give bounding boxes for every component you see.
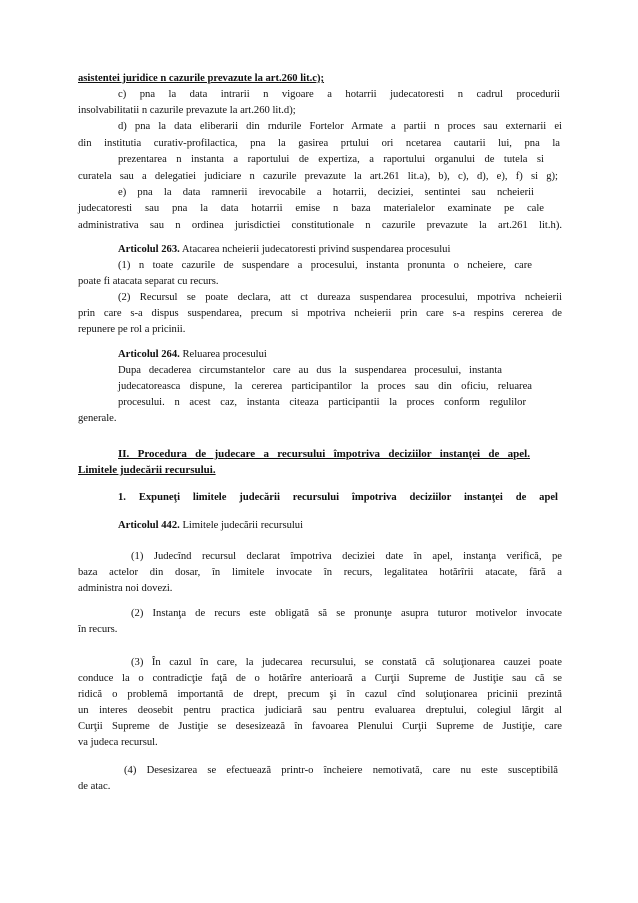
paragraph-line: va judeca recursul. (78, 737, 158, 748)
paragraph-line: (2) Instanţa de recurs este obligată să se pronunţe asupra tuturor motivelor invocate (131, 608, 562, 619)
paragraph-line: prin care s-a dispus suspendarea, precum si mpotriva ncheierii prin care s-a respins cererea de (78, 308, 562, 319)
paragraph-line: administrativa sau n ordinea jurisdictiei constitutionale n cazurile prevazute la art.261 lit.h). (78, 220, 562, 231)
article-263-title: Atacarea ncheierii judecatoresti privind suspendarea procesului (179, 244, 451, 255)
fragment-line: asistentei juridice n cazurile prevazute la art.260 lit.c); (78, 73, 325, 84)
paragraph-line: din institutia curativ-profilactica, pna la gasirea prtului ori ncetarea cautarii lui, pna la (78, 138, 560, 149)
article-264-title: Reluarea procesului (179, 349, 267, 360)
section-2-subheading: 1. Expuneţi limitele judecării recursului împotriva deciziilor instanţei de apel (118, 492, 558, 503)
paragraph-line: în recurs. (78, 624, 118, 635)
article-264-number: Articolul 264. (118, 349, 180, 360)
paragraph-line: ridică o problemă importantă de drept, precum şi în cazul cînd soluţionarea pricinii prezintă (78, 689, 562, 700)
paragraph-line: (4) Desesizarea se efectuează printr-o încheiere nemotivată, care nu este susceptibilă (124, 765, 558, 776)
paragraph-line: procesului. n acest caz, instanta citeaza participantii la proces conform regulilor (118, 397, 526, 408)
paragraph-line: un interes deosebit pentru practica judiciară sau pentru evaluarea dreptului, colegiul lărgit al (78, 705, 562, 716)
paragraph-line: e) pna la data ramnerii irevocabile a hotarrii, deciziei, sentintei sau ncheierii (118, 187, 534, 198)
paragraph-line: generale. (78, 413, 117, 424)
paragraph-line: curatela sau a delegatiei judiciare n cazurile prevazute la art.261 lit.a), b), c), d), e), f) si g); (78, 171, 558, 182)
paragraph-line: (2) Recursul se poate declara, att ct dureaza suspendarea procesului, mpotriva ncheierii (118, 292, 562, 303)
paragraph-line: d) pna la data eliberarii din rndurile Fortelor Armate a partii n proces sau externarii ei (118, 121, 562, 132)
paragraph-line: prezentarea n instanta a raportului de expertiza, a raportului organului de tutela si (118, 154, 544, 165)
article-263-heading (118, 242, 562, 258)
article-442-title: Limitele judecării recursului (179, 520, 304, 531)
paragraph-line: judecatoresti sau pna la data hotarrii emise n baza materialelor examinate pe cale (78, 203, 544, 214)
paragraph-line: (1) Judecînd recursul declarat împotriva deciziei date în apel, instanţa verifică, pe (131, 551, 562, 562)
paragraph-line: judecatoreasca dispune, la cererea participantilor la proces sau din oficiu, reluarea (118, 381, 532, 392)
paragraph-line: insolvabilitatii n cazurile prevazute la art.260 lit.d); (78, 105, 296, 116)
paragraph-line: Curţii Supreme de Justiţie se desesizează în favoarea Plenului Curţii Supreme de Justiţie, care (78, 721, 562, 732)
paragraph-line: administra noi dovezi. (78, 583, 173, 594)
article-263-number: Articolul 263. (118, 244, 180, 255)
paragraph-line: (1) n toate cazurile de suspendare a procesului, instanta pronunta o ncheiere, care (118, 260, 532, 271)
paragraph-line: conduce la o contradicţie faţă de o hotărîre anterioară a Curţii Supreme de Justiţie sau că se (78, 673, 562, 684)
paragraph-line: (3) În cazul în care, la judecarea recursului, se constată că soluţionarea cauzei poate (131, 657, 562, 668)
paragraph-line: de atac. (78, 781, 111, 792)
article-442-number: Articolul 442. (118, 520, 180, 531)
section-2-heading: II. Procedura de judecare a recursului împotriva deciziilor instanţei de apel. (118, 448, 530, 460)
article-442-heading (118, 518, 562, 534)
paragraph-line: Dupa decaderea circumstantelor care au dus la suspendarea procesului, instanta (118, 365, 502, 376)
section-2-heading-cont: Limitele judecării recursului. (78, 464, 216, 476)
paragraph-line: poate fi atacata separat cu recurs. (78, 276, 219, 287)
paragraph-line: c) pna la data intrarii n vigoare a hotarrii judecatoresti n cadrul procedurii (118, 89, 560, 100)
article-264-heading (118, 347, 562, 363)
paragraph-line: baza actelor din dosar, în limitele invocate în recurs, legalitatea hotărîrii atacate, fără a (78, 567, 562, 578)
paragraph-line: repunere pe rol a pricinii. (78, 324, 186, 335)
